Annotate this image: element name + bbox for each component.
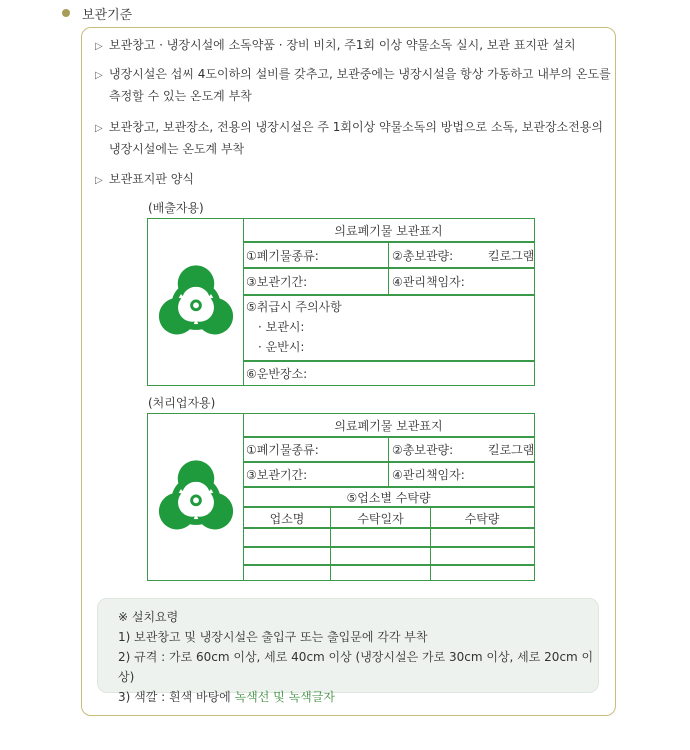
label1-total-qty: ②총보관량:	[392, 248, 454, 263]
label1-caution: ⑤취급시 주의사항	[246, 299, 342, 314]
notes-item-3	[118, 687, 598, 707]
bullet-item	[95, 117, 603, 160]
notes-item-1: 1) 보관창고 및 냉장시설은 출입구 또는 출입문에 각각 부착	[118, 630, 428, 644]
label2-period: ③보관기간:	[246, 468, 308, 482]
label1-symbol	[148, 219, 244, 385]
triangle-right-icon: ▷	[95, 70, 103, 81]
biohazard-icon	[154, 262, 238, 342]
installation-notes	[97, 598, 599, 704]
bullet-text: 보관창고, 보관장소, 전용의 냉장시설은 주 1회이상 약물소독의 방법으로 소독, 보관장소전용의	[109, 120, 603, 134]
triangle-right-icon: ▷	[95, 123, 103, 134]
section-heading	[62, 4, 132, 22]
section-title: 보관기준	[82, 7, 133, 23]
bullet-dot-icon	[62, 9, 70, 17]
triangle-right-icon: ▷	[95, 41, 103, 52]
col-qty-header: 수탁량	[464, 511, 500, 526]
label1-caption: (배출자용)	[148, 201, 204, 215]
bullet-text: 보관창고 · 냉장시설에 소독약품 · 장비 비치, 주1회 이상 약물소독 실시, 보관 표지판 설치	[109, 38, 576, 52]
label2-caption: (처리업자용)	[148, 396, 216, 410]
label2-total-qty: ②총보관량:	[392, 443, 454, 457]
notes-item-3-green: 녹색선 및 녹색글자	[234, 690, 335, 704]
col-company-header: 업소명	[269, 511, 305, 526]
label2-unit: 킬로그램	[488, 443, 535, 457]
label1-manager: ④관리책임자:	[392, 275, 465, 289]
label1-waste-type: ①폐기물종류:	[246, 248, 319, 263]
bullet-item	[95, 64, 611, 107]
biohazard-icon	[154, 457, 238, 537]
bullet-text: 보관표지판 양식	[109, 172, 194, 186]
label2-manager: ④관리책임자:	[392, 468, 465, 482]
bullet-item	[95, 35, 576, 57]
bullet-text: 냉장시설은 섭씨 4도이하의 설비를 갖추고, 보관중에는 냉장시설을 항상 가동하고 내부의 온도를	[109, 67, 611, 81]
bullet-text-continued: 측정할 수 있는 온도계 부착	[109, 89, 252, 103]
label1-period: ③보관기간:	[246, 275, 308, 289]
label2-symbol	[148, 414, 244, 580]
notes-item-2: 2) 규격 : 가로 60cm 이상, 세로 40cm 이상 (냉장시설은 가로 30cm 이상, 세로 20cm 이상)	[118, 650, 594, 684]
label2-waste-type: ①폐기물종류:	[246, 443, 319, 457]
label1-title: 의료폐기물 보관표지	[334, 223, 443, 238]
notes-item-3-prefix: 3) 색깔 : 흰색 바탕에	[118, 690, 235, 704]
label1-transport: · 운반시:	[258, 339, 305, 354]
label2-title: 의료폐기물 보관표지	[334, 418, 443, 433]
triangle-right-icon: ▷	[95, 175, 103, 186]
col-date-header: 수탁일자	[357, 511, 404, 526]
label1-carry-place: ⑥운반장소:	[246, 367, 308, 381]
label2-consign-title: ⑤업소별 수탁량	[346, 490, 431, 505]
label1-unit: 킬로그램	[488, 248, 535, 263]
bullet-text-continued: 냉장시설에는 온도계 부착	[109, 142, 245, 156]
label1-storage: · 보관시:	[258, 319, 305, 334]
bullet-item	[95, 169, 194, 191]
notes-title: ※ 설치요령	[118, 610, 179, 624]
